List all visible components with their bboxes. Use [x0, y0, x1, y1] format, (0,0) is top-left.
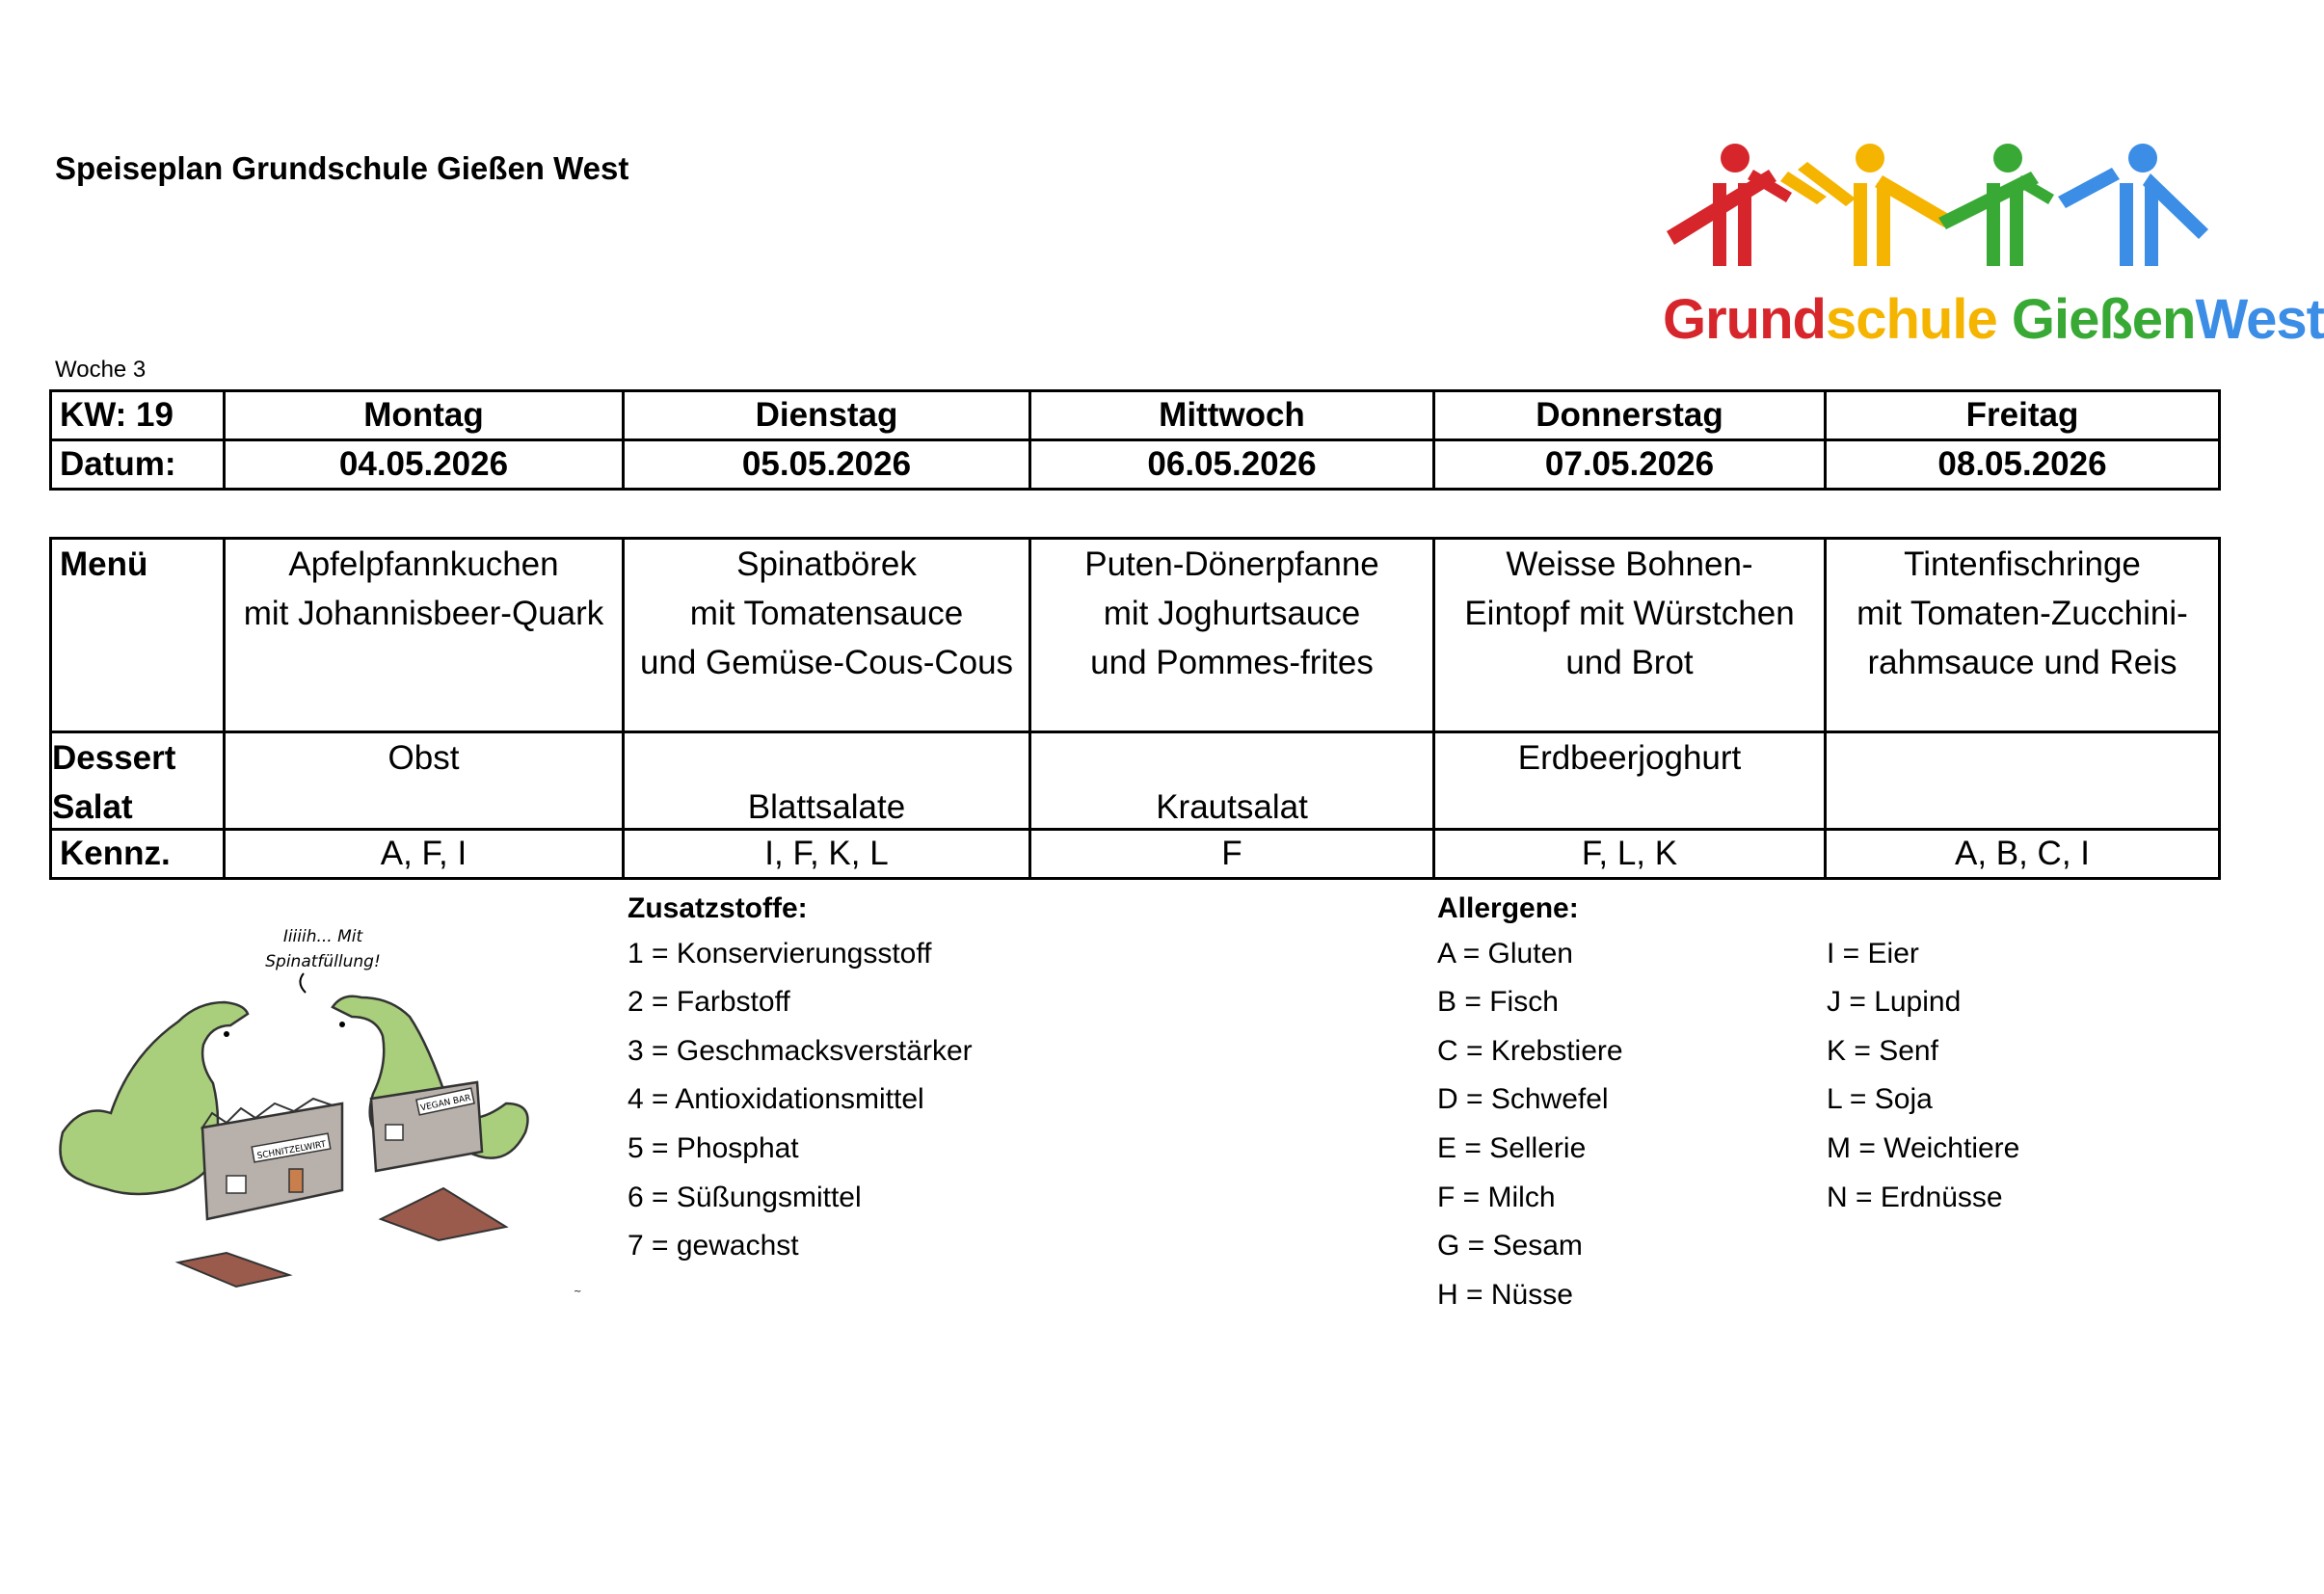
- day-header: Montag: [225, 391, 624, 440]
- house-right: [371, 1082, 482, 1171]
- kennz-cell: F: [1030, 830, 1434, 879]
- kennz-cell: F, L, K: [1434, 830, 1826, 879]
- menu-line: und Gemüse-Cous-Cous: [639, 644, 1014, 681]
- sign-right: VEGAN BAR: [419, 1093, 472, 1114]
- allergen-item: B = Fisch: [1437, 986, 1559, 1018]
- menu-label: Menü: [51, 539, 225, 732]
- dessert-value: Obst: [387, 739, 460, 777]
- allergen-item: F = Milch: [1437, 1182, 1556, 1213]
- allergen-item: L = Soja: [1827, 1083, 1933, 1115]
- menu-line: Eintopf mit Würstchen: [1464, 595, 1795, 632]
- logo-wordmark: Grundschule GießenWest: [1663, 288, 2324, 351]
- days-row: [51, 391, 2220, 440]
- allergen-item: M = Weichtiere: [1827, 1132, 2020, 1164]
- menu-line: Puten-Dönerpfanne: [1084, 545, 1379, 583]
- dessert-salat-label: [51, 732, 225, 830]
- day-header: Dienstag: [624, 391, 1030, 440]
- menu-line: mit Tomatensauce: [689, 595, 964, 632]
- svg-text:~: ~: [574, 1287, 582, 1297]
- page-title: Speiseplan Grundschule Gießen West: [55, 150, 629, 186]
- dinosaur-cartoon: [53, 920, 607, 1306]
- menu-line: Tintenfischringe: [1904, 545, 2141, 583]
- allergen-item: I = Eier: [1827, 938, 1919, 970]
- dessert-salat-cell: [624, 732, 1030, 830]
- zusatzstoff-item: 1 = Konservierungsstoff: [628, 938, 932, 970]
- day-header: Donnerstag: [1434, 391, 1826, 440]
- cartoon-speech-line: Spinatfüllung!: [265, 952, 381, 971]
- menu-line: Weisse Bohnen-: [1506, 545, 1753, 583]
- allergen-item: G = Sesam: [1437, 1230, 1583, 1262]
- allergen-item: D = Schwefel: [1437, 1083, 1609, 1115]
- house-left: [202, 1099, 342, 1219]
- dessert-salat-cell: [1826, 732, 2220, 830]
- allergen-item: N = Erdnüsse: [1827, 1182, 2003, 1213]
- menu-cell: [1826, 539, 2220, 732]
- date-cell: 05.05.2026: [624, 440, 1030, 490]
- day-header: Freitag: [1826, 391, 2220, 440]
- zusatzstoff-item: 7 = gewachst: [628, 1230, 799, 1262]
- allergen-item: J = Lupind: [1827, 986, 1962, 1018]
- allergen-item: A = Gluten: [1437, 938, 1573, 970]
- week-header-table: [49, 389, 2221, 491]
- date-cell: 08.05.2026: [1826, 440, 2220, 490]
- datum-label: Datum:: [51, 440, 225, 490]
- zusatzstoff-item: 3 = Geschmacksverstärker: [628, 1035, 973, 1067]
- kennz-cell: A, B, C, I: [1826, 830, 2220, 879]
- date-cell: 06.05.2026: [1030, 440, 1434, 490]
- salat-value: Blattsalate: [747, 788, 906, 826]
- kennz-label: Kennz.: [51, 830, 225, 879]
- roof-left: [178, 1253, 289, 1287]
- date-cell: 07.05.2026: [1434, 440, 1826, 490]
- dates-row: [51, 440, 2220, 490]
- zusatzstoff-item: 6 = Süßungsmittel: [628, 1182, 862, 1213]
- allergen-item: H = Nüsse: [1437, 1279, 1573, 1311]
- kennz-row: [51, 830, 2220, 879]
- allergene-heading: Allergene:: [1437, 892, 1579, 924]
- zusatzstoff-item: 5 = Phosphat: [628, 1132, 799, 1164]
- dessert-salat-cell: [225, 732, 624, 830]
- menu-cell: [624, 539, 1030, 732]
- logo-figure-green: [1938, 144, 2054, 266]
- week-label: Woche 3: [55, 357, 147, 383]
- menu-cell: [225, 539, 624, 732]
- zusatzstoff-item: 2 = Farbstoff: [628, 986, 790, 1018]
- menu-cell: [1030, 539, 1434, 732]
- roof-right: [381, 1188, 506, 1240]
- dessert-value: Erdbeerjoghurt: [1517, 739, 1742, 777]
- zusatzstoff-item: 4 = Antioxidationsmittel: [628, 1083, 924, 1115]
- kennz-cell: A, F, I: [225, 830, 624, 879]
- dessert-salat-cell: [1030, 732, 1434, 830]
- date-cell: 04.05.2026: [225, 440, 624, 490]
- menu-line: mit Johannisbeer-Quark: [243, 595, 604, 632]
- menu-row: [51, 539, 2220, 732]
- allergen-item: C = Krebstiere: [1437, 1035, 1623, 1067]
- salat-value: Krautsalat: [1156, 788, 1308, 826]
- logo-figure-blue: [2058, 144, 2208, 266]
- menu-line: mit Joghurtsauce: [1103, 595, 1361, 632]
- dessert-salat-cell: [1434, 732, 1826, 830]
- allergen-item: E = Sellerie: [1437, 1132, 1587, 1164]
- menu-line: und Brot: [1565, 644, 1694, 681]
- sign-left: SCHNITZELWIRT: [256, 1139, 328, 1162]
- dessert-salat-row: [51, 732, 2220, 830]
- menu-line: rahmsauce und Reis: [1867, 644, 2177, 681]
- dessert-label: Dessert: [52, 739, 176, 777]
- logo-figure-red: [1667, 144, 1792, 266]
- salat-label: Salat: [52, 788, 133, 826]
- cartoon-speech-line: Iiiiih... Mit: [282, 927, 363, 946]
- kw-label: KW: 19: [51, 391, 225, 440]
- zusatzstoffe-heading: Zusatzstoffe:: [628, 892, 808, 924]
- logo-figure-yellow: [1780, 144, 1952, 266]
- menu-line: Spinatbörek: [736, 545, 917, 583]
- menu-line: und Pommes-frites: [1090, 644, 1374, 681]
- kennz-cell: I, F, K, L: [624, 830, 1030, 879]
- menu-line: mit Tomaten-Zucchini-: [1857, 595, 2188, 632]
- menu-cell: [1434, 539, 1826, 732]
- allergen-item: K = Senf: [1827, 1035, 1938, 1067]
- menu-line: Apfelpfannkuchen: [288, 545, 559, 583]
- menu-table: [49, 537, 2221, 880]
- day-header: Mittwoch: [1030, 391, 1434, 440]
